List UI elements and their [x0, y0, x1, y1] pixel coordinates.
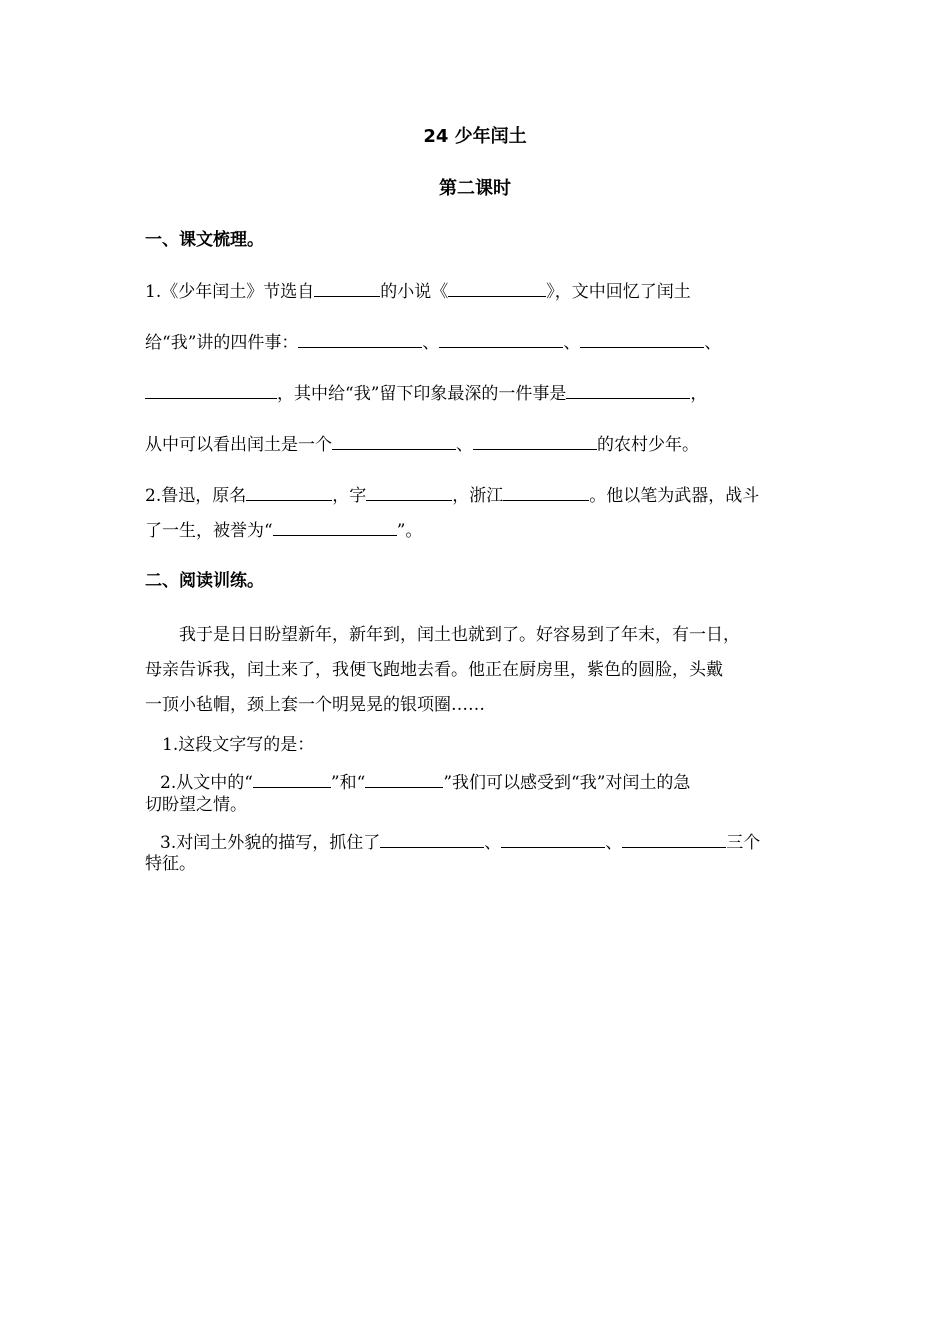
- phrase1-blank[interactable]: [253, 771, 331, 788]
- s2-q3-text-b: 三个: [726, 833, 761, 853]
- s1-q2-text-f: ”。: [396, 521, 423, 541]
- separator: 、: [484, 833, 502, 853]
- s1-q1-line1: [145, 280, 691, 303]
- separator: 、: [563, 333, 581, 353]
- page-title: 24 少年闰土: [423, 126, 527, 147]
- s1-q2-line2: [145, 519, 422, 542]
- s1-q1-text-d: 给“我”讲的四件事：: [145, 333, 299, 353]
- deepest-event-blank[interactable]: [566, 382, 690, 399]
- s1-q1-text-a: 1.《少年闰土》节选自: [145, 282, 315, 302]
- s1-q1-text-f: ，: [690, 384, 708, 404]
- page-subtitle: 第二课时: [439, 178, 511, 199]
- separator: 、: [605, 833, 623, 853]
- event2-blank[interactable]: [439, 331, 563, 348]
- s1-q1-text-e: ，其中给“我”留下印象最深的一件事是: [277, 384, 567, 404]
- original-name-blank[interactable]: [246, 484, 332, 501]
- novel-title-blank[interactable]: [448, 280, 546, 297]
- s2-q2-text-a: 2.从文中的“: [160, 773, 253, 793]
- s1-q2-text-a: 2.鲁迅，原名: [145, 486, 247, 506]
- separator: 、: [422, 333, 440, 353]
- feature3-blank[interactable]: [622, 831, 726, 848]
- s1-q1-line4: [145, 433, 699, 456]
- section1-heading: 一、课文梳理。: [145, 230, 264, 250]
- s2-q3-line1: [160, 831, 760, 854]
- hometown-blank[interactable]: [503, 484, 589, 501]
- passage-line: 一顶小毡帽，颈上套一个明晃晃的银项圈……: [145, 695, 485, 715]
- passage-line: 我于是日日盼望新年，新年到，闰土也就到了。好容易到了年末，有一日，: [179, 625, 740, 645]
- section2-heading: 二、阅读训练。: [145, 571, 264, 591]
- s1-q1-line2: [145, 331, 721, 354]
- s2-q2-line1: [160, 771, 690, 794]
- separator: 、: [704, 333, 722, 353]
- s1-q1-text-c: 》，文中回忆了闰土: [546, 282, 691, 302]
- event1-blank[interactable]: [298, 331, 422, 348]
- s1-q1-text-h: 的农村少年。: [597, 435, 699, 455]
- event3-blank[interactable]: [580, 331, 704, 348]
- s2-q3-text-a: 3.对闰土外貌的描写，抓住了: [160, 833, 381, 853]
- s1-q2-text-b: ，字: [332, 486, 367, 506]
- honorific-blank[interactable]: [273, 519, 397, 536]
- s2-q3-line2: 特征。: [145, 854, 196, 874]
- s2-q2-text-b: ”和“: [330, 773, 366, 793]
- s1-q2-text-e: 了一生，被誉为“: [145, 521, 273, 541]
- phrase2-blank[interactable]: [365, 771, 443, 788]
- s1-q2-text-c: ，浙江: [452, 486, 504, 506]
- feature1-blank[interactable]: [380, 831, 484, 848]
- trait2-blank[interactable]: [473, 433, 597, 450]
- s1-q2-line1: [145, 484, 759, 507]
- feature2-blank[interactable]: [501, 831, 605, 848]
- courtesy-name-blank[interactable]: [366, 484, 452, 501]
- s2-q2-text-c: ”我们可以感受到“我”对闰土的急: [443, 773, 691, 793]
- s1-q1-line3: [145, 382, 707, 405]
- event4-blank[interactable]: [145, 382, 277, 399]
- s1-q1-text-b: 的小说《: [380, 282, 449, 302]
- s2-q2-line2: 切盼望之情。: [145, 795, 247, 815]
- separator: 、: [456, 435, 473, 455]
- s1-q2-text-d: 。他以笔为武器，战斗: [589, 486, 760, 506]
- passage-line: 母亲告诉我，闰土来了，我便飞跑地去看。他正在厨房里，紫色的圆脸，头戴: [145, 660, 723, 680]
- s2-q1: 1.这段文字写的是：: [162, 735, 315, 755]
- s1-q1-text-g: 从中可以看出闰土是一个: [145, 435, 332, 455]
- author-blank[interactable]: [314, 280, 380, 297]
- trait1-blank[interactable]: [332, 433, 456, 450]
